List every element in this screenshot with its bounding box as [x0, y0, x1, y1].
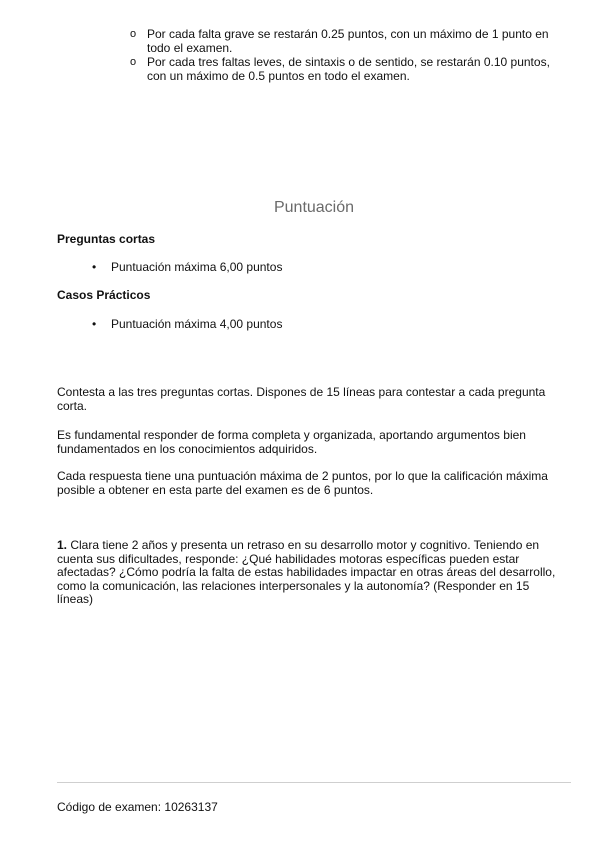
case-studies-heading: Casos Prácticos — [57, 288, 151, 302]
question-text: Clara tiene 2 años y presenta un retraso en su desarrollo motor y cognitivo. Teniendo en cuenta sus dificultades, responde: ¿Qué habilidades motoras específicas pueden estar afectadas? ¿Cómo podría la falta de estas habilidades impactar en otras áreas del desarrollo, como la comunicación, las relaciones interpersonales y la autonomía? (Responder en 15 líneas) — [57, 538, 556, 606]
bullet-icon: • — [92, 260, 97, 274]
instruction-paragraph: Es fundamental responder de forma completa y organizada, aportando argumentos bien fundamentados en los conocimientos adquiridos. — [57, 428, 526, 456]
footer-divider — [57, 782, 571, 783]
penalties-list — [130, 28, 560, 84]
penalty-text: Por cada tres faltas leves, de sintaxis o de sentido, se restarán 0.10 puntos, con un máximo de 0.5 puntos en todo el examen. — [147, 55, 550, 83]
case-studies-score — [92, 317, 282, 331]
bullet-icon: • — [92, 317, 97, 331]
exam-code: Código de examen: 10263137 — [57, 800, 218, 814]
circle-bullet-icon: o — [130, 28, 137, 40]
score-text: Puntuación máxima 6,00 puntos — [111, 260, 283, 274]
question-number: 1. — [57, 538, 68, 552]
instruction-paragraph: Cada respuesta tiene una puntuación máxima de 2 puntos, por lo que la calificación máxima posible a obtener en esta parte del examen es de 6 puntos. — [57, 469, 548, 497]
instruction-paragraph: Contesta a las tres preguntas cortas. Dispones de 15 líneas para contestar a cada pregunta corta. — [57, 385, 546, 413]
short-questions-heading: Preguntas cortas — [57, 232, 156, 246]
penalty-item — [130, 28, 560, 55]
section-title: Puntuación — [273, 199, 355, 216]
short-questions-score — [92, 260, 282, 274]
score-text: Puntuación máxima 4,00 puntos — [111, 317, 283, 331]
circle-bullet-icon: o — [130, 56, 137, 68]
penalty-text: Por cada falta grave se restarán 0.25 puntos, con un máximo de 1 punto en todo el examen. — [147, 27, 549, 55]
question-1 — [57, 539, 562, 607]
penalty-item — [130, 56, 560, 83]
